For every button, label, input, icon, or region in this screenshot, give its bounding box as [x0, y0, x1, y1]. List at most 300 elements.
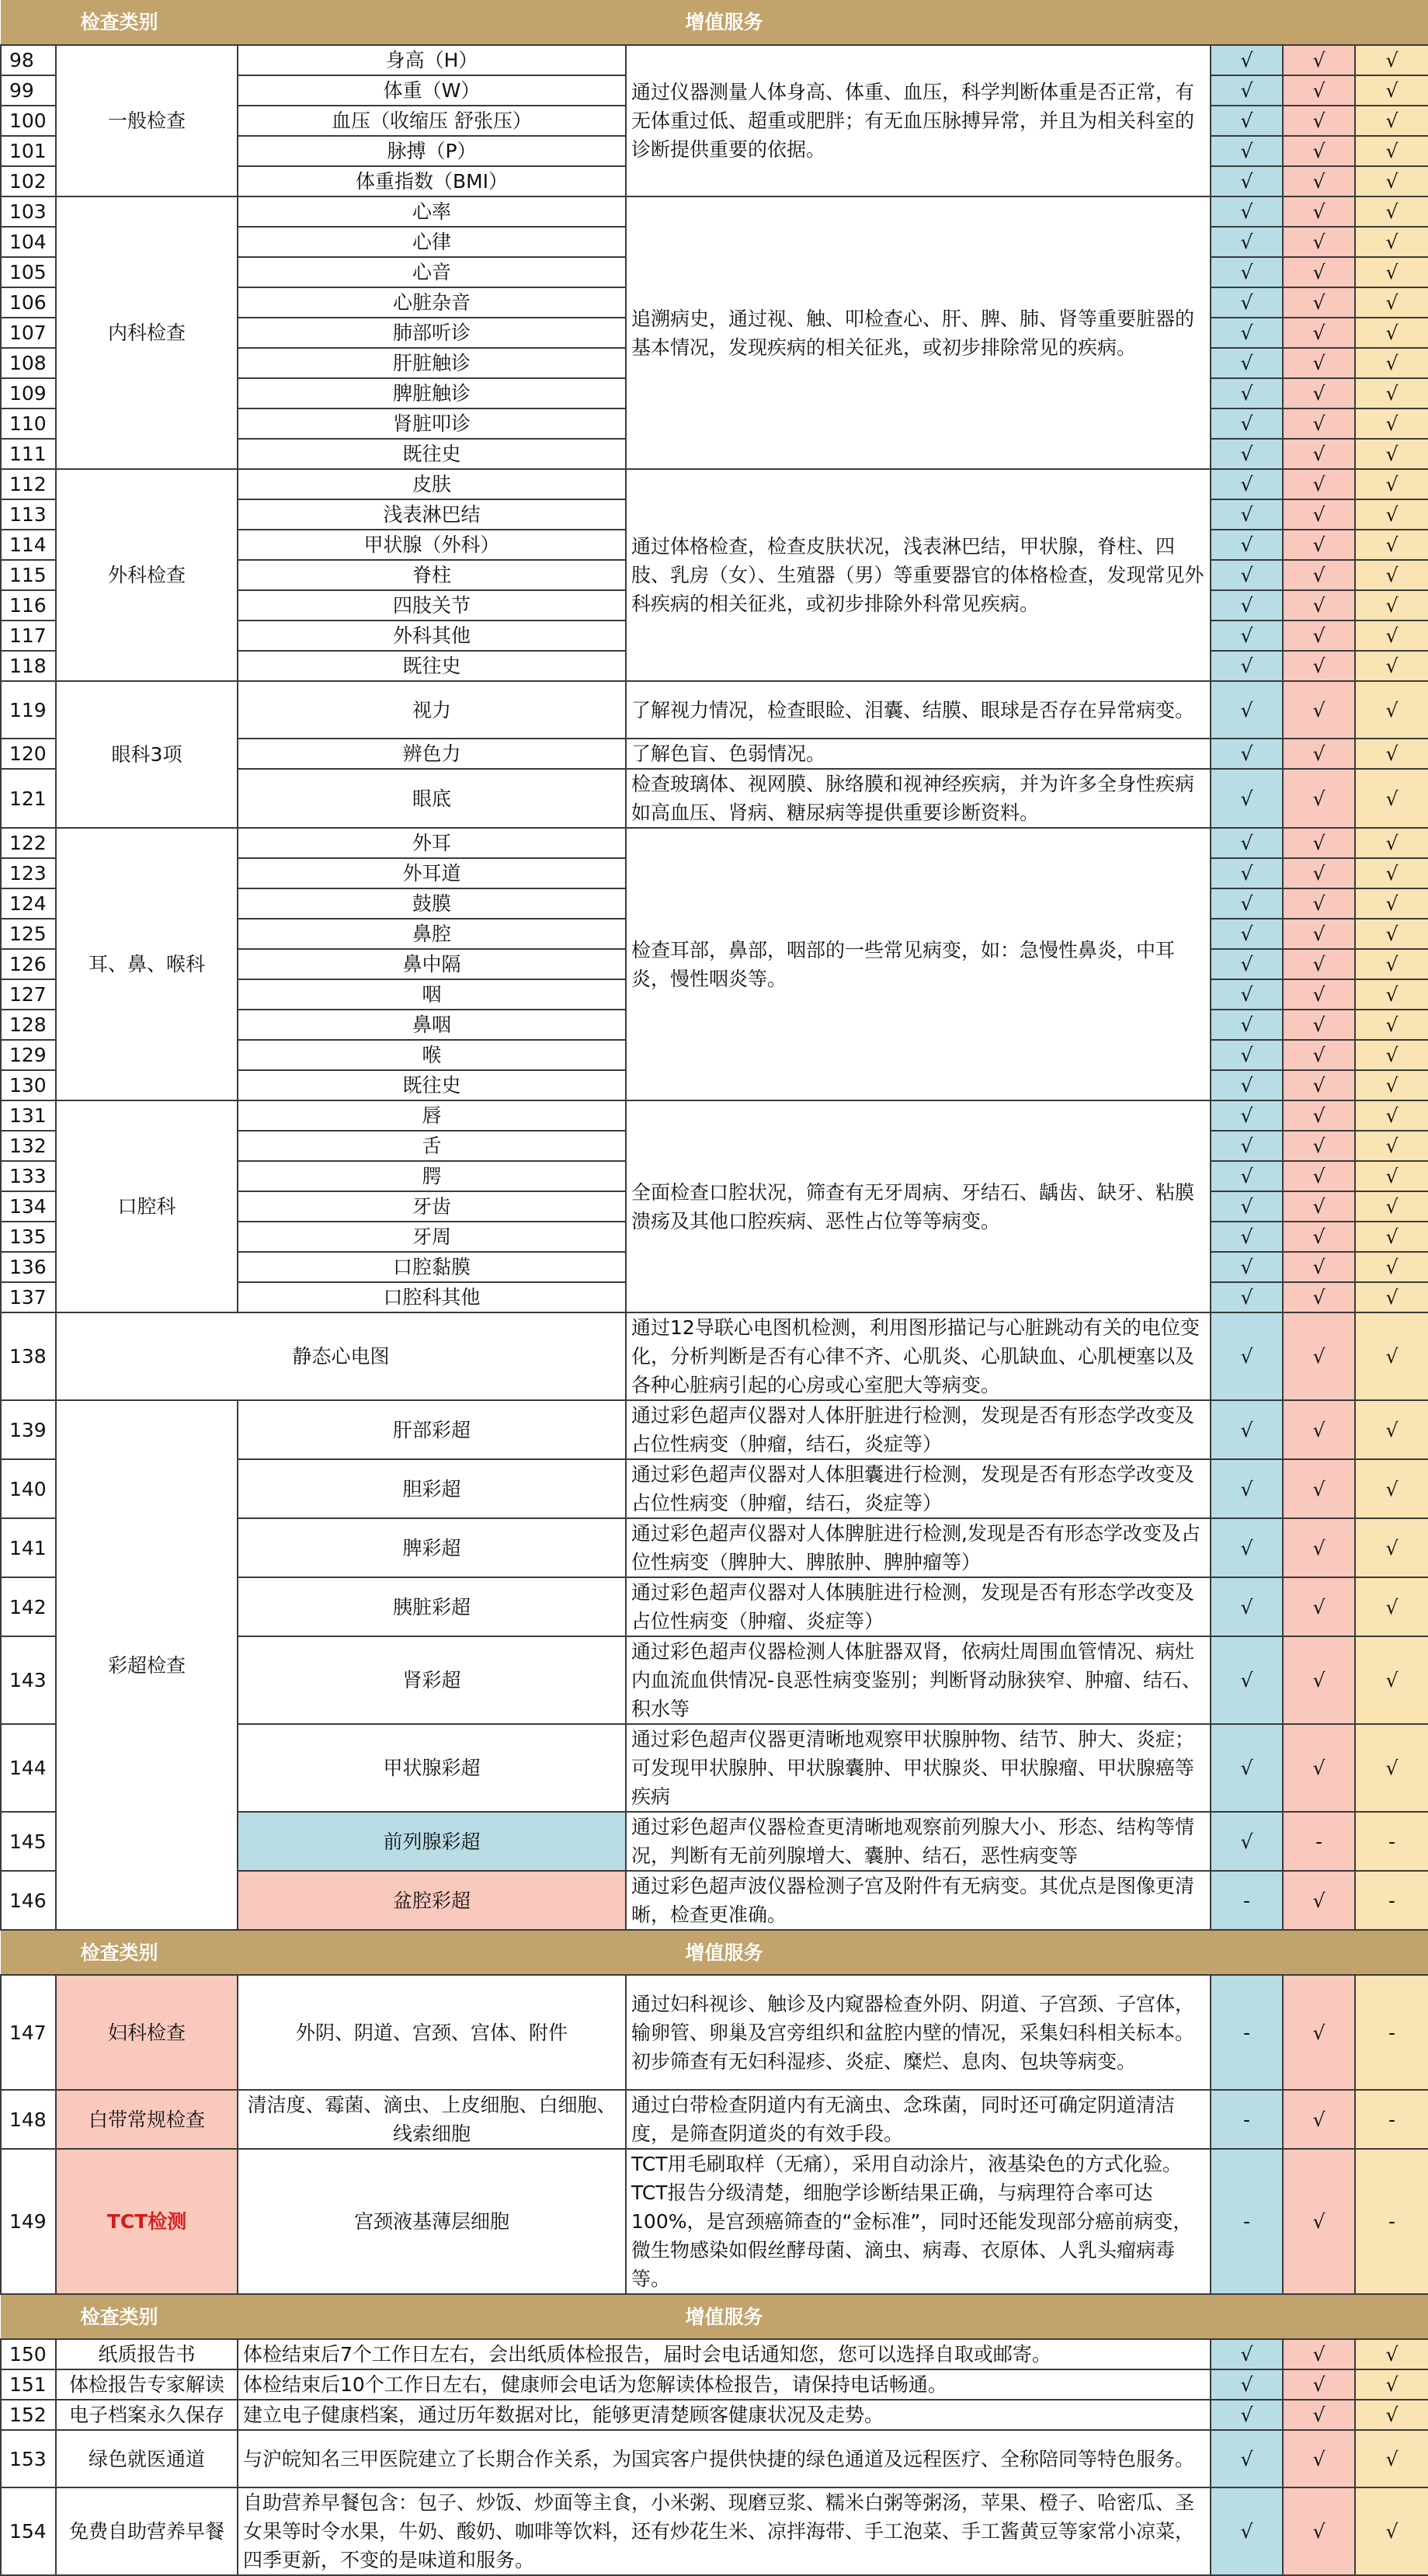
package-2-mark: √: [1283, 1312, 1355, 1400]
item-cell: 心律: [238, 227, 626, 257]
package-2-mark: √: [1283, 949, 1355, 979]
package-1-mark: √: [1211, 2400, 1283, 2430]
table-row: [1, 2369, 1428, 2400]
package-2-mark: √: [1283, 2400, 1355, 2430]
row-number: 123: [1, 858, 56, 888]
item-cell: 既往史: [238, 651, 626, 681]
package-2-mark: √: [1283, 1282, 1355, 1312]
package-2-mark: √: [1283, 257, 1355, 287]
header-row: [1, 1930, 1428, 1975]
package-3-mark: √: [1355, 1282, 1428, 1312]
package-3-mark: √: [1355, 1010, 1428, 1040]
package-2-mark: √: [1283, 1100, 1355, 1131]
package-1-mark: √: [1211, 2487, 1283, 2575]
item-cell: 外科其他: [238, 621, 626, 651]
package-1-mark: √: [1211, 1724, 1283, 1812]
header-service: 增值服务: [238, 1930, 1211, 1975]
package-2-mark: √: [1283, 681, 1355, 739]
package-1-mark: √: [1211, 136, 1283, 166]
description-cell: 检查耳部，鼻部，咽部的一些常见病变，如：急慢性鼻炎，中耳炎，慢性咽炎等。: [626, 828, 1211, 1100]
item-cell: 外耳: [238, 828, 626, 858]
package-3-mark: √: [1355, 739, 1428, 769]
package-1-mark: √: [1211, 979, 1283, 1010]
category-cell: 纸质报告书: [56, 2339, 238, 2369]
package-3-mark: √: [1355, 1400, 1428, 1459]
description-cell: 体检结束后10个工作日左右，健康师会电话为您解读体检报告，请保持电话畅通。: [238, 2369, 1211, 2400]
item-cell: 胆彩超: [238, 1459, 626, 1518]
package-1-mark: √: [1211, 1459, 1283, 1518]
table-row: [1, 828, 1428, 858]
header-package-1: [1211, 1930, 1283, 1975]
header-package-2: [1283, 1930, 1355, 1975]
table-row: [1, 2090, 1428, 2149]
item-cell: 口腔黏膜: [238, 1252, 626, 1282]
package-2-mark: √: [1283, 106, 1355, 136]
description-cell: 自助营养早餐包含：包子、炒饭、炒面等主食，小米粥、现磨豆浆、糯米白粥等粥汤，苹果、橙子、哈密瓜、圣女果等时令水果，牛奶、酸奶、咖啡等饮料，还有炒花生米、凉拌海带、手工泡菜、手工酱黄豆等家常小凉菜，四季更新，不变的是味道和服务。: [238, 2487, 1211, 2575]
package-3-mark: √: [1355, 769, 1428, 828]
package-3-mark: √: [1355, 1577, 1428, 1636]
package-2-mark: √: [1283, 828, 1355, 858]
package-1-mark: √: [1211, 408, 1283, 439]
package-1-mark: √: [1211, 1518, 1283, 1577]
item-cell: 腭: [238, 1161, 626, 1191]
item-cell: 脉搏（P）: [238, 136, 626, 166]
package-2-mark: √: [1283, 560, 1355, 590]
row-number: 110: [1, 408, 56, 439]
package-3-mark: -: [1355, 1975, 1428, 2090]
package-2-mark: √: [1283, 590, 1355, 621]
package-1-mark: -: [1211, 2149, 1283, 2294]
package-1-mark: √: [1211, 1191, 1283, 1222]
description-cell: 通过彩色超声仪器对人体胰脏进行检测，发现是否有形态学改变及占位性病变（肿瘤、炎症等）: [626, 1577, 1211, 1636]
package-1-mark: √: [1211, 739, 1283, 769]
description-cell: 通过体格检查，检查皮肤状况，浅表淋巴结，甲状腺，脊柱、四肢、乳房（女）、生殖器（男）等重要器官的体格检查，发现常见外科疾病的相关征兆，或初步排除外科常见疾病。: [626, 469, 1211, 681]
row-number: 114: [1, 530, 56, 560]
package-1-mark: √: [1211, 318, 1283, 348]
item-cell: 静态心电图: [56, 1312, 626, 1400]
table-row: [1, 2149, 1428, 2294]
package-3-mark: √: [1355, 1312, 1428, 1400]
item-cell: 胰脏彩超: [238, 1577, 626, 1636]
header-package-2: [1283, 0, 1355, 45]
row-number: 130: [1, 1070, 56, 1100]
package-3-mark: √: [1355, 2369, 1428, 2400]
package-3-mark: √: [1355, 106, 1428, 136]
item-cell: 舌: [238, 1131, 626, 1161]
package-3-mark: √: [1355, 2400, 1428, 2430]
package-3-mark: √: [1355, 196, 1428, 227]
row-number: 102: [1, 166, 56, 196]
item-cell: 皮肤: [238, 469, 626, 499]
category-cell: 白带常规检查: [56, 2090, 238, 2149]
package-1-mark: √: [1211, 1070, 1283, 1100]
package-3-mark: √: [1355, 1191, 1428, 1222]
package-3-mark: √: [1355, 1636, 1428, 1724]
package-3-mark: √: [1355, 590, 1428, 621]
item-cell: 辨色力: [238, 739, 626, 769]
row-number: 118: [1, 651, 56, 681]
package-1-mark: √: [1211, 1040, 1283, 1070]
package-3-mark: √: [1355, 979, 1428, 1010]
package-1-mark: √: [1211, 1312, 1283, 1400]
package-3-mark: √: [1355, 1222, 1428, 1252]
package-1-mark: √: [1211, 499, 1283, 530]
item-cell: 唇: [238, 1100, 626, 1131]
package-2-mark: √: [1283, 2090, 1355, 2149]
package-1-mark: √: [1211, 2369, 1283, 2400]
row-number: 144: [1, 1724, 56, 1812]
row-number: 142: [1, 1577, 56, 1636]
package-2-mark: √: [1283, 888, 1355, 919]
item-cell: 外阴、阴道、宫颈、宫体、附件: [238, 1975, 626, 2090]
item-cell: 心率: [238, 196, 626, 227]
package-2-mark: √: [1283, 439, 1355, 469]
table-row: [1, 2400, 1428, 2430]
item-cell: 脾彩超: [238, 1518, 626, 1577]
row-number: 135: [1, 1222, 56, 1252]
row-number: 151: [1, 2369, 56, 2400]
package-1-mark: √: [1211, 75, 1283, 106]
table-row: [1, 2339, 1428, 2369]
package-2-mark: √: [1283, 858, 1355, 888]
item-cell: 四肢关节: [238, 590, 626, 621]
package-2-mark: √: [1283, 2149, 1355, 2294]
package-1-mark: √: [1211, 2339, 1283, 2369]
package-1-mark: √: [1211, 227, 1283, 257]
package-1-mark: √: [1211, 469, 1283, 499]
package-1-mark: √: [1211, 590, 1283, 621]
header-service: 增值服务: [238, 0, 1211, 45]
row-number: 140: [1, 1459, 56, 1518]
description-cell: 通过彩色超声仪器更清晰地观察甲状腺肿物、结节、肿大、炎症；可发现甲状腺肿、甲状腺囊肿、甲状腺炎、甲状腺瘤、甲状腺癌等疾病: [626, 1724, 1211, 1812]
item-cell: 视力: [238, 681, 626, 739]
row-number: 129: [1, 1040, 56, 1070]
item-cell: 肾彩超: [238, 1636, 626, 1724]
item-cell: 心音: [238, 257, 626, 287]
package-3-mark: √: [1355, 1070, 1428, 1100]
package-1-mark: √: [1211, 1282, 1283, 1312]
package-2-mark: √: [1283, 378, 1355, 408]
package-2-mark: √: [1283, 287, 1355, 318]
package-2-mark: √: [1283, 1070, 1355, 1100]
item-cell: 既往史: [238, 1070, 626, 1100]
description-cell: 通过彩色超声仪器检查更清晰地观察前列腺大小、形态、结构等情况，判断有无前列腺增大、囊肿、结石，恶性病变等: [626, 1812, 1211, 1871]
header-package-3: [1355, 0, 1428, 45]
package-3-mark: √: [1355, 136, 1428, 166]
package-1-mark: √: [1211, 378, 1283, 408]
package-3-mark: √: [1355, 439, 1428, 469]
item-cell: 鼻中隔: [238, 949, 626, 979]
table-row: [1, 2487, 1428, 2575]
package-3-mark: √: [1355, 1131, 1428, 1161]
description-cell: 通过彩色超声仪器对人体胆囊进行检测，发现是否有形态学改变及占位性病变（肿瘤，结石，炎症等）: [626, 1459, 1211, 1518]
row-number: 99: [1, 75, 56, 106]
row-number: 138: [1, 1312, 56, 1400]
row-number: 126: [1, 949, 56, 979]
description-cell: 建立电子健康档案，通过历年数据对比，能够更清楚顾客健康状况及走势。: [238, 2400, 1211, 2430]
description-cell: TCT用毛刷取样（无痛），采用自动涂片，液基染色的方式化验。TCT报告分级清楚，细胞学诊断结果正确，与病理符合率可达100%，是宫颈癌筛查的“金标准”，同时还能发现部分癌前病变，微生物感染如假丝酵母菌、滴虫、病毒、衣原体、人乳头瘤病毒等。: [626, 2149, 1211, 2294]
row-number: 153: [1, 2430, 56, 2487]
package-3-mark: -: [1355, 1812, 1428, 1871]
item-cell: 鼻腔: [238, 919, 626, 949]
row-number: 137: [1, 1282, 56, 1312]
package-1-mark: √: [1211, 1100, 1283, 1131]
item-cell: 宫颈液基薄层细胞: [238, 2149, 626, 2294]
item-cell: 喉: [238, 1040, 626, 1070]
header-service: 增值服务: [238, 2294, 1211, 2339]
item-cell: 脊柱: [238, 560, 626, 590]
row-number: 127: [1, 979, 56, 1010]
package-3-mark: √: [1355, 530, 1428, 560]
item-cell: 身高（H）: [238, 45, 626, 75]
header-category: 检查类别: [1, 1930, 238, 1975]
package-2-mark: √: [1283, 1010, 1355, 1040]
row-number: 139: [1, 1400, 56, 1459]
item-cell: 肾脏叩诊: [238, 408, 626, 439]
package-1-mark: √: [1211, 681, 1283, 739]
row-number: 108: [1, 348, 56, 378]
package-1-mark: √: [1211, 196, 1283, 227]
package-2-mark: √: [1283, 1222, 1355, 1252]
package-1-mark: √: [1211, 2430, 1283, 2487]
package-3-mark: √: [1355, 1100, 1428, 1131]
package-1-mark: √: [1211, 560, 1283, 590]
package-1-mark: √: [1211, 1252, 1283, 1282]
item-cell: 清洁度、霉菌、滴虫、上皮细胞、白细胞、线索细胞: [238, 2090, 626, 2149]
package-3-mark: √: [1355, 858, 1428, 888]
category-cell: 眼科3项: [56, 681, 238, 828]
package-1-mark: -: [1211, 1871, 1283, 1930]
row-number: 125: [1, 919, 56, 949]
package-2-mark: √: [1283, 318, 1355, 348]
row-number: 120: [1, 739, 56, 769]
description-cell: 通过白带检查阴道内有无滴虫、念珠菌，同时还可确定阴道清洁度，是筛查阴道炎的有效手段。: [626, 2090, 1211, 2149]
table-row: [1, 681, 1428, 739]
row-number: 134: [1, 1191, 56, 1222]
row-number: 106: [1, 287, 56, 318]
package-2-mark: √: [1283, 621, 1355, 651]
package-1-mark: √: [1211, 106, 1283, 136]
package-3-mark: -: [1355, 2090, 1428, 2149]
row-number: 132: [1, 1131, 56, 1161]
package-3-mark: √: [1355, 318, 1428, 348]
item-cell: 既往史: [238, 439, 626, 469]
row-number: 146: [1, 1871, 56, 1930]
package-3-mark: √: [1355, 1459, 1428, 1518]
package-2-mark: √: [1283, 136, 1355, 166]
package-2-mark: √: [1283, 1400, 1355, 1459]
package-3-mark: √: [1355, 348, 1428, 378]
package-1-mark: √: [1211, 1812, 1283, 1871]
package-3-mark: √: [1355, 681, 1428, 739]
row-number: 98: [1, 45, 56, 75]
description-cell: 体检结束后7个工作日左右，会出纸质体检报告，届时会电话通知您，您可以选择自取或邮寄。: [238, 2339, 1211, 2369]
row-number: 147: [1, 1975, 56, 2090]
item-cell: 浅表淋巴结: [238, 499, 626, 530]
row-number: 109: [1, 378, 56, 408]
package-3-mark: √: [1355, 469, 1428, 499]
package-3-mark: √: [1355, 499, 1428, 530]
item-cell: 甲状腺彩超: [238, 1724, 626, 1812]
header-package-3: [1355, 1930, 1428, 1975]
table-row: [1, 1975, 1428, 2090]
package-3-mark: √: [1355, 651, 1428, 681]
category-cell: 体检报告专家解读: [56, 2369, 238, 2400]
row-number: 124: [1, 888, 56, 919]
row-number: 122: [1, 828, 56, 858]
package-3-mark: √: [1355, 408, 1428, 439]
category-cell: 彩超检查: [56, 1400, 238, 1930]
row-number: 143: [1, 1636, 56, 1724]
item-cell: 眼底: [238, 769, 626, 828]
package-1-mark: √: [1211, 257, 1283, 287]
row-number: 100: [1, 106, 56, 136]
package-3-mark: √: [1355, 1518, 1428, 1577]
item-cell: 脾脏触诊: [238, 378, 626, 408]
package-3-mark: √: [1355, 1724, 1428, 1812]
package-3-mark: √: [1355, 227, 1428, 257]
package-1-mark: √: [1211, 828, 1283, 858]
package-1-mark: √: [1211, 287, 1283, 318]
category-cell: 电子档案永久保存: [56, 2400, 238, 2430]
item-cell: 鼓膜: [238, 888, 626, 919]
table-row: [1, 1400, 1428, 1459]
package-1-mark: √: [1211, 769, 1283, 828]
package-2-mark: √: [1283, 196, 1355, 227]
description-cell: 与沪皖知名三甲医院建立了长期合作关系，为国宾客户提供快捷的绿色通道及远程医疗、全称陪同等特色服务。: [238, 2430, 1211, 2487]
package-3-mark: √: [1355, 75, 1428, 106]
package-2-mark: √: [1283, 919, 1355, 949]
description-cell: 通过彩色超声仪器对人体脾脏进行检测,发现是否有形态学改变及占位性病变（脾肿大、脾脓肿、脾肿瘤等）: [626, 1518, 1211, 1577]
header-package-3: [1355, 2294, 1428, 2339]
description-cell: 追溯病史，通过视、触、叩检查心、肝、脾、肺、肾等重要脏器的基本情况，发现疾病的相关征兆，或初步排除常见的疾病。: [626, 196, 1211, 469]
row-number: 128: [1, 1010, 56, 1040]
package-2-mark: √: [1283, 651, 1355, 681]
table-row: [1, 469, 1428, 499]
category-cell: TCT检测: [56, 2149, 238, 2294]
package-3-mark: -: [1355, 2149, 1428, 2294]
package-3-mark: √: [1355, 166, 1428, 196]
item-cell: 肝脏触诊: [238, 348, 626, 378]
package-2-mark: √: [1283, 1577, 1355, 1636]
package-2-mark: √: [1283, 1724, 1355, 1812]
package-1-mark: √: [1211, 949, 1283, 979]
package-3-mark: √: [1355, 1040, 1428, 1070]
header-row: [1, 0, 1428, 45]
package-1-mark: √: [1211, 888, 1283, 919]
package-3-mark: √: [1355, 2487, 1428, 2575]
package-1-mark: √: [1211, 1400, 1283, 1459]
item-cell: 盆腔彩超: [238, 1871, 626, 1930]
description-cell: 全面检查口腔状况，筛查有无牙周病、牙结石、龋齿、缺牙、粘膜溃疡及其他口腔疾病、恶性占位等等病变。: [626, 1100, 1211, 1312]
description-cell: 了解色盲、色弱情况。: [626, 739, 1211, 769]
row-number: 116: [1, 590, 56, 621]
description-cell: 通过仪器测量人体身高、体重、血压，科学判断体重是否正常，有无体重过低、超重或肥胖；有无血压脉搏异常，并且为相关科室的诊断提供重要的依据。: [626, 45, 1211, 196]
category-cell: 内科检查: [56, 196, 238, 469]
item-cell: 体重（W）: [238, 75, 626, 106]
package-1-mark: -: [1211, 1975, 1283, 2090]
package-1-mark: √: [1211, 439, 1283, 469]
package-3-mark: √: [1355, 949, 1428, 979]
package-2-mark: √: [1283, 1191, 1355, 1222]
package-1-mark: √: [1211, 530, 1283, 560]
package-3-mark: √: [1355, 621, 1428, 651]
package-1-mark: √: [1211, 45, 1283, 75]
row-number: 103: [1, 196, 56, 227]
package-3-mark: √: [1355, 828, 1428, 858]
header-row: [1, 2294, 1428, 2339]
description-cell: 通过12导联心电图机检测，利用图形描记与心脏跳动有关的电位变化，分析判断是否有心律不齐、心肌炎、心肌缺血、心肌梗塞以及各种心脏病引起的心房或心室肥大等病变。: [626, 1312, 1211, 1400]
row-number: 101: [1, 136, 56, 166]
row-number: 154: [1, 2487, 56, 2575]
package-2-mark: √: [1283, 769, 1355, 828]
package-2-mark: √: [1283, 75, 1355, 106]
category-cell: 妇科检查: [56, 1975, 238, 2090]
table-row: [1, 1100, 1428, 1131]
header-package-2: [1283, 2294, 1355, 2339]
package-2-mark: √: [1283, 2339, 1355, 2369]
item-cell: 鼻咽: [238, 1010, 626, 1040]
item-cell: 血压（收缩压 舒张压）: [238, 106, 626, 136]
table-row: [1, 45, 1428, 75]
package-2-mark: √: [1283, 739, 1355, 769]
header-package-1: [1211, 2294, 1283, 2339]
package-2-mark: √: [1283, 1161, 1355, 1191]
item-cell: 肝部彩超: [238, 1400, 626, 1459]
description-cell: 了解视力情况，检查眼睑、泪囊、结膜、眼球是否存在异常病变。: [626, 681, 1211, 739]
package-3-mark: √: [1355, 2339, 1428, 2369]
row-number: 105: [1, 257, 56, 287]
category-cell: 绿色就医通道: [56, 2430, 238, 2487]
package-2-mark: √: [1283, 2487, 1355, 2575]
item-cell: 前列腺彩超: [238, 1812, 626, 1871]
table-row: [1, 196, 1428, 227]
table-row: [1, 2430, 1428, 2487]
description-cell: 通过彩色超声仪器检测人体脏器双肾，依病灶周围血管情况、病灶内血流血供情况-良恶性病变鉴别；判断肾动脉狭窄、肿瘤、结石、积水等: [626, 1636, 1211, 1724]
package-3-mark: √: [1355, 257, 1428, 287]
row-number: 111: [1, 439, 56, 469]
row-number: 113: [1, 499, 56, 530]
package-1-mark: √: [1211, 1161, 1283, 1191]
package-3-mark: √: [1355, 2430, 1428, 2487]
package-3-mark: √: [1355, 378, 1428, 408]
package-1-mark: √: [1211, 621, 1283, 651]
table-row: [1, 1312, 1428, 1400]
package-2-mark: √: [1283, 1459, 1355, 1518]
package-2-mark: √: [1283, 1252, 1355, 1282]
package-2-mark: √: [1283, 1636, 1355, 1724]
row-number: 136: [1, 1252, 56, 1282]
package-1-mark: √: [1211, 651, 1283, 681]
item-cell: 体重指数（BMI）: [238, 166, 626, 196]
package-1-mark: √: [1211, 348, 1283, 378]
package-2-mark: √: [1283, 1518, 1355, 1577]
package-3-mark: √: [1355, 919, 1428, 949]
package-2-mark: √: [1283, 469, 1355, 499]
item-cell: 牙周: [238, 1222, 626, 1252]
description-cell: 通过彩色超声波仪器检测子宫及附件有无病变。其优点是图像更清晰，检查更准确。: [626, 1871, 1211, 1930]
row-number: 148: [1, 2090, 56, 2149]
package-1-mark: -: [1211, 2090, 1283, 2149]
row-number: 112: [1, 469, 56, 499]
row-number: 115: [1, 560, 56, 590]
package-2-mark: √: [1283, 227, 1355, 257]
item-cell: 肺部听诊: [238, 318, 626, 348]
category-cell: 一般检查: [56, 45, 238, 196]
package-2-mark: √: [1283, 408, 1355, 439]
row-number: 141: [1, 1518, 56, 1577]
row-number: 149: [1, 2149, 56, 2294]
